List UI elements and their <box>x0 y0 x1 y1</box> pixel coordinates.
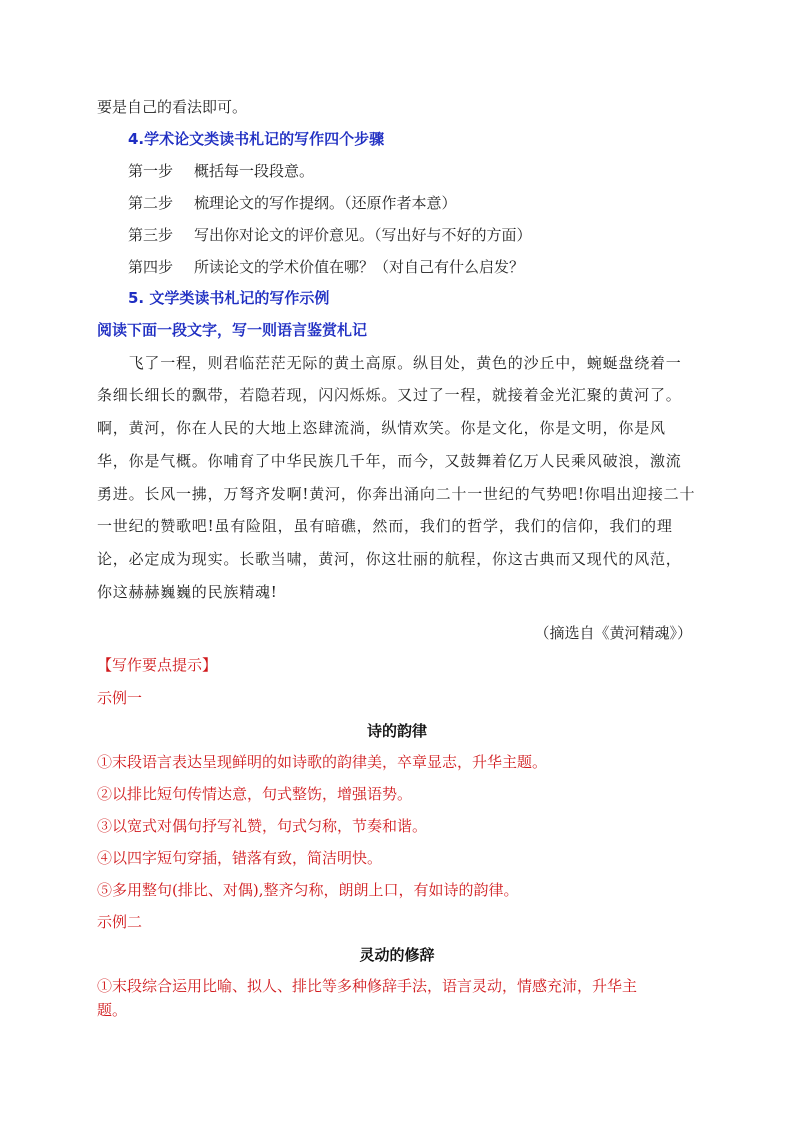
step-4-label: 第四步 <box>128 258 174 276</box>
step-3-text: 写出你对论文的评价意见。（写出好与不好的方面） <box>194 226 532 244</box>
example2-title: 灵动的修辞 <box>359 946 435 964</box>
step-3 <box>128 225 532 245</box>
example1-label: 示例一 <box>97 689 143 707</box>
passage-source: （摘选自《黄河精魂》） <box>534 624 692 642</box>
reading-task: 阅读下面一段文字，写一则语言鉴赏札记 <box>97 321 368 339</box>
example2-point: ①末段综合运用比喻、拟人、排比等多种修辞手法，语言灵动，情感充沛，升华主 <box>97 977 638 995</box>
passage-line: 勇进。长风一拂，万弩齐发啊!黄河，你奔出涌向二十一世纪的气势吧!你唱出迎接二十 <box>97 485 696 503</box>
passage-line: 飞了一程，则君临茫茫无际的黄土高原。纵目处，黄色的沙丘中，蜿蜒盘绕着一 <box>97 354 682 372</box>
passage-line: 华，你是气概。你哺育了中华民族几千年，而今，又鼓舞着亿万人民乘风破浪，激流 <box>97 452 682 470</box>
step-2-label: 第二步 <box>128 194 174 212</box>
tips-header: 【写作要点提示】 <box>97 656 218 674</box>
step-2 <box>128 193 457 213</box>
step-1-text: 概括每一段段意。 <box>194 162 315 180</box>
example1-title: 诗的韵律 <box>366 722 427 740</box>
step-1 <box>128 161 314 181</box>
example1-point: ①末段语言表达呈现鲜明的如诗歌的韵律美，卒章显志，升华主题。 <box>97 753 548 771</box>
example1-point: ②以排比短句传情达意，句式整饬，增强语势。 <box>97 785 413 803</box>
passage-line: 条细长细长的飘带，若隐若现，闪闪烁烁。又过了一程，就接着金光汇聚的黄河了。 <box>97 386 682 404</box>
step-1-label: 第一步 <box>128 162 174 180</box>
step-4-text: 所读论文的学术价值在哪？（对自己有什么启发？ <box>194 258 525 276</box>
example1-point: ③以宽式对偶句抒写礼赞，句式匀称，节奏和谐。 <box>97 817 428 835</box>
section5-heading: 5. 文学类读书札记的写作示例 <box>128 289 330 307</box>
step-2-text: 梳理论文的写作提纲。（还原作者本意） <box>194 194 457 212</box>
example1-point: ⑤多用整句(排比、对偶),整齐匀称，朗朗上口，有如诗的韵律。 <box>97 881 519 899</box>
intro-tail-text: 要是自己的看法即可。 <box>97 98 248 116</box>
example2-label: 示例二 <box>97 913 143 931</box>
step-3-label: 第三步 <box>128 226 174 244</box>
section4-heading: 4.学术论文类读书札记的写作四个步骤 <box>128 130 385 148</box>
passage-line: 你这赫赫巍巍的民族精魂! <box>97 583 278 601</box>
example1-point: ④以四字短句穿插，错落有致，简洁明快。 <box>97 849 383 867</box>
step-4 <box>128 257 524 277</box>
passage-line: 论，必定成为现实。长歌当啸，黄河，你这壮丽的航程，你这古典而又现代的风范， <box>97 550 682 568</box>
passage-line: 啊，黄河，你在人民的大地上恣肆流淌，纵情欢笑。你是文化，你是文明，你是风 <box>97 419 666 437</box>
example2-point: 题。 <box>97 1001 128 1019</box>
passage-line: 一世纪的赞歌吧!虽有险阻，虽有暗礁，然而，我们的哲学，我们的信仰，我们的理 <box>97 517 673 535</box>
